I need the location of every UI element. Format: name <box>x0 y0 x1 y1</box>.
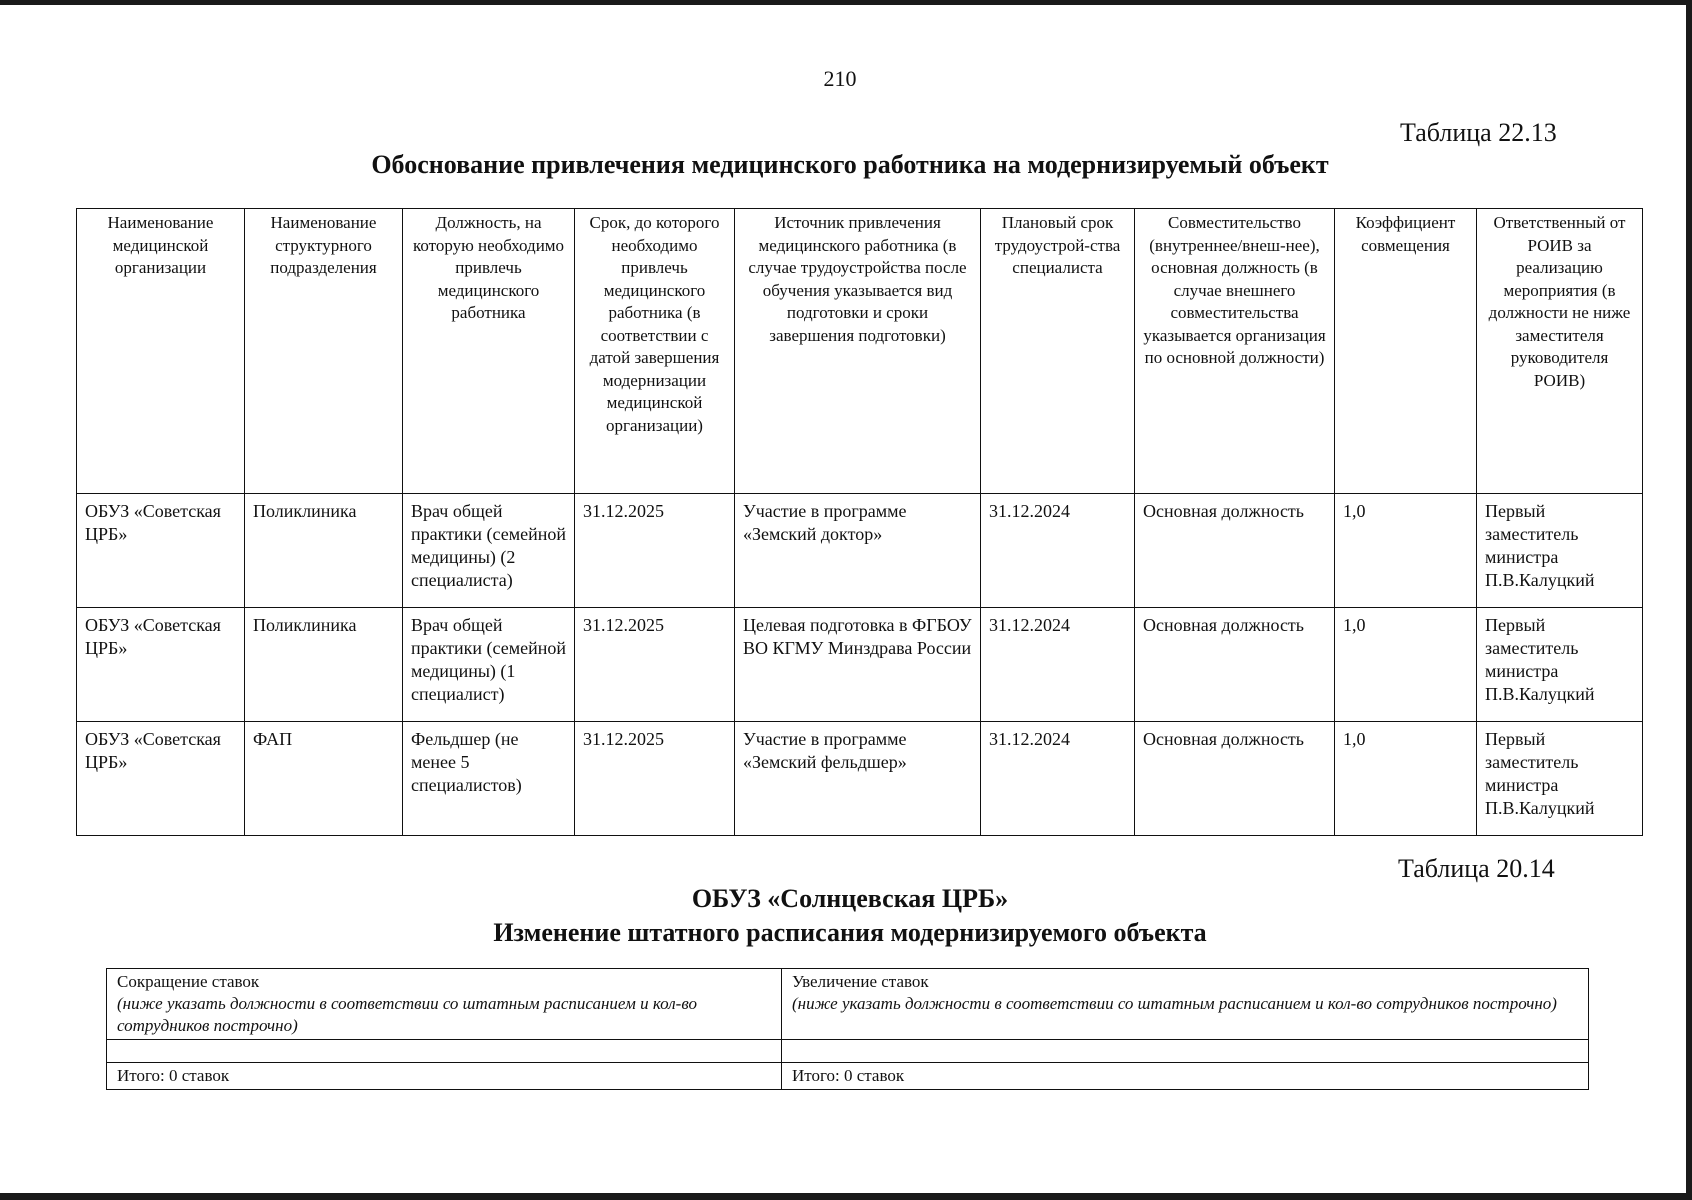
table-cell: ОБУЗ «Советская ЦРБ» <box>77 494 245 608</box>
table-cell: Первый заместитель министра П.В.Калуцкий <box>1477 608 1643 722</box>
table-cell: 1,0 <box>1335 722 1477 836</box>
table-cell: Участие в программе «Земский фельдшер» <box>735 722 981 836</box>
increase-label: Увеличение ставок <box>792 972 929 991</box>
header-cell-source: Источник привлечения медицинского работника (в случае трудоустройства после обучения указывается вид подготовки и сроки завершения подготовки) <box>735 209 981 494</box>
header-cell-coefficient: Коэффициент совмещения <box>1335 209 1477 494</box>
table-cell: ФАП <box>245 722 403 836</box>
table-cell: 31.12.2025 <box>575 494 735 608</box>
reduction-note: (ниже указать должности в соответствии со штатным расписанием и кол-во сотрудников построчно) <box>117 994 697 1035</box>
table-cell: Поликлиника <box>245 608 403 722</box>
table-cell: 31.12.2024 <box>981 722 1135 836</box>
table-cell: Основная должность <box>1135 722 1335 836</box>
table-cell: Основная должность <box>1135 608 1335 722</box>
table-cell: Целевая подготовка в ФГБОУ ВО КГМУ Минздрава России <box>735 608 981 722</box>
header-cell-reduction <box>107 969 782 1040</box>
table-cell: Фельдшер (не менее 5 специалистов) <box>403 722 575 836</box>
scan-border-bottom <box>0 1193 1692 1200</box>
table-cell: 31.12.2025 <box>575 722 735 836</box>
increase-note: (ниже указать должности в соответствии со штатным расписанием и кол-во сотрудников построчно) <box>792 994 1557 1013</box>
increase-total: Итого: 0 ставок <box>782 1063 1589 1090</box>
total-row <box>107 1063 1589 1090</box>
table1-number: Таблица 22.13 <box>1400 118 1557 147</box>
header-cell-combination: Совместительство (внутреннее/внеш-нее), основная должность (в случае внешнего совместительства указывается организация по основной должности) <box>1135 209 1335 494</box>
table2-org-title: ОБУЗ «Солнцевская ЦРБ» <box>691 884 1009 913</box>
table-cell: 1,0 <box>1335 494 1477 608</box>
table-row <box>77 494 1643 608</box>
table2-number: Таблица 20.14 <box>1398 854 1555 883</box>
header-cell-increase <box>782 969 1589 1040</box>
table-cell <box>782 1040 1589 1063</box>
table-header-row <box>107 969 1589 1040</box>
header-cell-responsible: Ответственный от РОИВ за реализацию мероприятия (в должности не ниже заместителя руководителя РОИВ) <box>1477 209 1643 494</box>
table2-title-block <box>300 882 1400 950</box>
recruitment-table <box>76 208 1643 836</box>
table-cell <box>107 1040 782 1063</box>
header-cell-position: Должность, на которую необходимо привлечь медицинского работника <box>403 209 575 494</box>
table-cell: Первый заместитель министра П.В.Калуцкий <box>1477 722 1643 836</box>
table-header-row <box>77 209 1643 494</box>
scan-border-top <box>0 0 1692 5</box>
staffing-table <box>106 968 1589 1090</box>
table2-title: Изменение штатного расписания модернизируемого объекта <box>493 918 1207 947</box>
reduction-total: Итого: 0 ставок <box>107 1063 782 1090</box>
table-cell: Врач общей практики (семейной медицины) (1 специалист) <box>403 608 575 722</box>
table-cell: Основная должность <box>1135 494 1335 608</box>
table-cell: Первый заместитель министра П.В.Калуцкий <box>1477 494 1643 608</box>
table-row <box>107 1040 1589 1063</box>
table-cell: Участие в программе «Земский доктор» <box>735 494 981 608</box>
header-cell-planned-date: Плановый срок трудоустрой-ства специалиста <box>981 209 1135 494</box>
table1-title: Обоснование привлечения медицинского работника на модернизируемый объект <box>371 150 1329 179</box>
table-cell: 31.12.2025 <box>575 608 735 722</box>
table-cell: 31.12.2024 <box>981 608 1135 722</box>
header-cell-deadline: Срок, до которого необходимо привлечь медицинского работника (в соответствии с датой завершения модернизации медицинской организации) <box>575 209 735 494</box>
table-row <box>77 608 1643 722</box>
table-cell: Врач общей практики (семейной медицины) (2 специалиста) <box>403 494 575 608</box>
table-cell: ОБУЗ «Советская ЦРБ» <box>77 608 245 722</box>
header-cell-department: Наименование структурного подразделения <box>245 209 403 494</box>
table-cell: ОБУЗ «Советская ЦРБ» <box>77 722 245 836</box>
page-number: 210 <box>823 66 857 91</box>
table-cell: 31.12.2024 <box>981 494 1135 608</box>
header-cell-organization: Наименование медицинской организации <box>77 209 245 494</box>
scan-border-right <box>1686 0 1692 1200</box>
table-cell: Поликлиника <box>245 494 403 608</box>
reduction-label: Сокращение ставок <box>117 972 260 991</box>
table-cell: 1,0 <box>1335 608 1477 722</box>
table-row <box>77 722 1643 836</box>
